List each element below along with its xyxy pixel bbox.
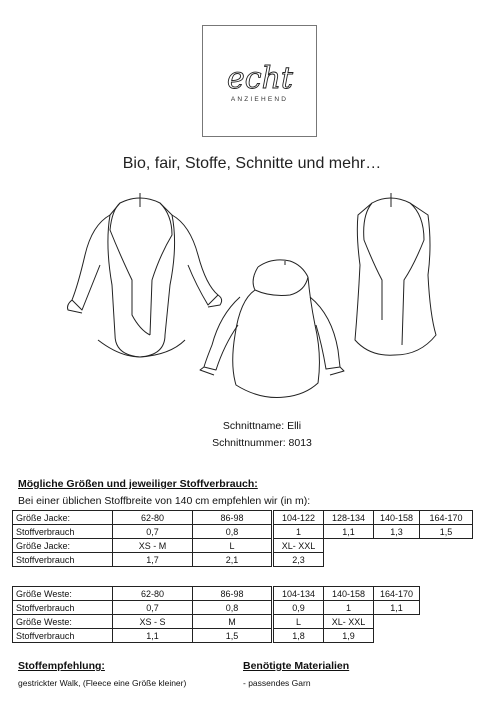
table-cell: XL- XXL xyxy=(324,615,374,629)
tagline: Bio, fair, Stoffe, Schnitte und mehr… xyxy=(122,155,382,172)
table-cell: 1,1 xyxy=(374,601,420,615)
table-cell: M xyxy=(193,615,273,629)
materials-heading: Benötigte Materialien xyxy=(243,660,350,672)
table-row xyxy=(13,539,473,553)
table-cell: 62-80 xyxy=(113,511,193,525)
table-cell xyxy=(420,587,473,601)
table-cell: 2,3 xyxy=(273,553,324,567)
table-cell: 0,8 xyxy=(193,525,273,539)
table-cell xyxy=(420,615,473,629)
table-cell: Stoffverbrauch xyxy=(13,601,113,615)
table-cell: 62-80 xyxy=(113,587,193,601)
table-row xyxy=(13,511,473,525)
table-cell xyxy=(420,629,473,643)
table-cell: 164-170 xyxy=(374,587,420,601)
table-cell: Größe Weste: xyxy=(13,615,113,629)
table-cell xyxy=(420,539,473,553)
table-cell xyxy=(420,601,473,615)
table-row xyxy=(13,629,473,643)
logo-script-text: echt xyxy=(227,61,293,96)
table-cell: 104-122 xyxy=(273,511,324,525)
pattern-number: Schnittnummer: 8013 xyxy=(212,437,312,449)
table-row xyxy=(13,525,473,539)
table-cell: 86-98 xyxy=(193,587,273,601)
table-cell xyxy=(374,539,420,553)
jacke-size-table xyxy=(12,510,473,567)
table-cell xyxy=(324,553,374,567)
table-row xyxy=(13,601,473,615)
table-cell: Stoffverbrauch xyxy=(13,553,113,567)
table-cell xyxy=(374,629,420,643)
logo-subtitle: ANZIEHEND xyxy=(230,96,289,103)
sizes-subtitle: Bei einer üblichen Stoffbreite von 140 cm empfehlen wir (in m): xyxy=(18,495,311,507)
garment-illustrations xyxy=(0,185,504,410)
table-cell: L xyxy=(273,615,324,629)
table-cell: 1 xyxy=(324,601,374,615)
table-cell: 1,5 xyxy=(420,525,473,539)
table-cell: 0,9 xyxy=(273,601,324,615)
weste-size-table xyxy=(12,586,473,643)
table-cell: 2,1 xyxy=(193,553,273,567)
table-cell: 1,5 xyxy=(193,629,273,643)
table-cell: Größe Jacke: xyxy=(13,511,113,525)
table-cell: Stoffverbrauch xyxy=(13,629,113,643)
pattern-info xyxy=(0,418,504,452)
table-cell xyxy=(420,553,473,567)
sizes-title: Mögliche Größen und jeweiliger Stoffverbrauch: xyxy=(18,478,258,490)
table-cell: L xyxy=(193,539,273,553)
table-cell: XL- XXL xyxy=(273,539,324,553)
pattern-name: Schnittname: Elli xyxy=(222,420,302,432)
table-cell: 1,8 xyxy=(273,629,324,643)
table-cell: 0,8 xyxy=(193,601,273,615)
table-cell: 128-134 xyxy=(324,511,374,525)
table-cell: 1,7 xyxy=(113,553,193,567)
table-cell xyxy=(374,553,420,567)
table-cell: 0,7 xyxy=(113,601,193,615)
brand-logo xyxy=(202,25,317,137)
table-cell: Größe Weste: xyxy=(13,587,113,601)
table-cell: 1,1 xyxy=(324,525,374,539)
fabric-recommendation-text: gestrickter Walk, (Fleece eine Größe kleiner) xyxy=(18,678,187,688)
table-cell: 140-158 xyxy=(324,587,374,601)
table-cell: Größe Jacke: xyxy=(13,539,113,553)
table-cell: 0,7 xyxy=(113,525,193,539)
vest-illustration xyxy=(355,193,436,355)
table-cell: 140-158 xyxy=(374,511,420,525)
table-cell: 86-98 xyxy=(193,511,273,525)
table-cell: 1,3 xyxy=(374,525,420,539)
table-cell: XS - S xyxy=(113,615,193,629)
table-row xyxy=(13,615,473,629)
table-cell: XS - M xyxy=(113,539,193,553)
table-cell: 1 xyxy=(273,525,324,539)
table-cell: 1,1 xyxy=(113,629,193,643)
table-cell: Stoffverbrauch xyxy=(13,525,113,539)
materials-text: - passendes Garn xyxy=(243,678,311,688)
table-cell xyxy=(374,615,420,629)
jacket-front-illustration xyxy=(68,193,222,410)
table-cell: 1,9 xyxy=(324,629,374,643)
table-row xyxy=(13,587,473,601)
logo-script-mark xyxy=(203,26,318,138)
table-cell: 104-134 xyxy=(273,587,324,601)
jacket-back-illustration xyxy=(200,260,344,398)
table-cell: 164-170 xyxy=(420,511,473,525)
table-row xyxy=(13,553,473,567)
table-cell xyxy=(324,539,374,553)
fabric-recommendation-heading: Stoffempfehlung: xyxy=(18,660,105,672)
